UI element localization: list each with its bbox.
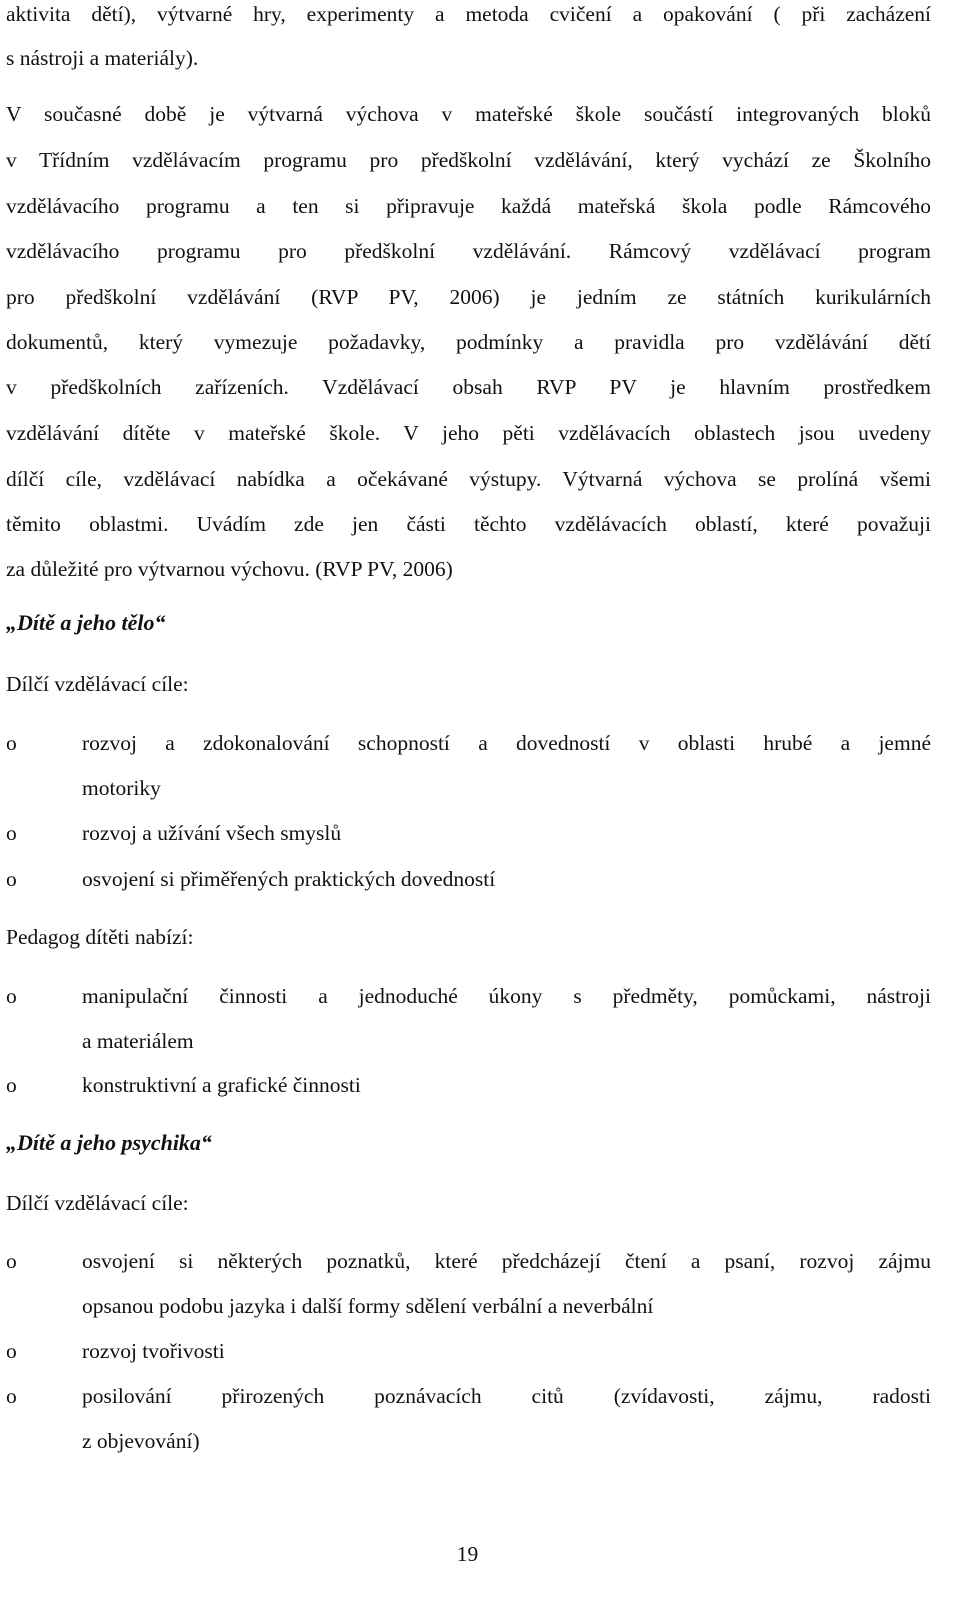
- bullet-marker: o: [6, 1384, 17, 1408]
- list-item: rozvoj a užívání všech smyslů: [82, 821, 342, 845]
- text-line: vzdělávacího programu pro předškolní vzdělávání. Rámcový vzdělávací program: [6, 239, 931, 263]
- bullet-marker: o: [6, 1249, 17, 1273]
- page-number: 19: [456, 1542, 479, 1566]
- list-item-continuation: opsanou podobu jazyka i další formy sdělení verbální a neverbální: [82, 1294, 654, 1318]
- list-item-continuation: z objevování): [82, 1429, 200, 1453]
- bullet-marker: o: [6, 731, 17, 755]
- subheading-goals: Dílčí vzdělávací cíle:: [6, 672, 189, 696]
- section-heading: „Dítě a jeho tělo“: [6, 610, 166, 635]
- list-item: osvojení si přiměřených praktických dovedností: [82, 867, 496, 891]
- text-line: těmito oblastmi. Uvádím zde jen části těchto vzdělávacích oblastí, které považuji: [6, 512, 931, 536]
- bullet-marker: o: [6, 984, 17, 1008]
- text-line: pro předškolní vzdělávání (RVP PV, 2006) je jedním ze státních kurikulárních: [6, 285, 931, 309]
- list-item: posilování přirozených poznávacích citů (zvídavosti, zájmu, radosti: [82, 1384, 931, 1408]
- bullet-marker: o: [6, 1339, 17, 1363]
- text-line: v předškolních zařízeních. Vzdělávací obsah RVP PV je hlavním prostředkem: [6, 375, 931, 399]
- text-line: vzdělávání dítěte v mateřské škole. V jeho pěti vzdělávacích oblastech jsou uvedeny: [6, 421, 931, 445]
- list-item: manipulační činnosti a jednoduché úkony s předměty, pomůckami, nástroji: [82, 984, 931, 1008]
- subheading-offer: Pedagog dítěti nabízí:: [6, 925, 194, 949]
- list-item: konstruktivní a grafické činnosti: [82, 1073, 361, 1097]
- list-item: rozvoj a zdokonalování schopností a dovedností v oblasti hrubé a jemné: [82, 731, 931, 755]
- text-line: za důležité pro výtvarnou výchovu. (RVP PV, 2006): [6, 557, 453, 581]
- list-item: osvojení si některých poznatků, které předcházejí čtení a psaní, rozvoj zájmu: [82, 1249, 931, 1273]
- bullet-marker: o: [6, 821, 17, 845]
- text-line: vzdělávacího programu a ten si připravuje každá mateřská škola podle Rámcového: [6, 194, 931, 218]
- text-line: V současné době je výtvarná výchova v mateřské škole součástí integrovaných bloků: [6, 102, 931, 126]
- text-line: aktivita dětí), výtvarné hry, experimenty a metoda cvičení a opakování ( při zacházení: [6, 2, 931, 26]
- subheading-goals: Dílčí vzdělávací cíle:: [6, 1191, 189, 1215]
- bullet-marker: o: [6, 1073, 17, 1097]
- text-line: dílčí cíle, vzdělávací nabídka a očekávané výstupy. Výtvarná výchova se prolíná všemi: [6, 467, 931, 491]
- list-item-continuation: motoriky: [82, 776, 161, 800]
- list-item: rozvoj tvořivosti: [82, 1339, 225, 1363]
- bullet-marker: o: [6, 867, 17, 891]
- text-line: v Třídním vzdělávacím programu pro předškolní vzdělávání, který vychází ze Školního: [6, 148, 931, 172]
- text-line: s nástroji a materiály).: [6, 46, 199, 70]
- text-line: dokumentů, který vymezuje požadavky, podmínky a pravidla pro vzdělávání dětí: [6, 330, 931, 354]
- section-heading: „Dítě a jeho psychika“: [6, 1130, 212, 1155]
- list-item-continuation: a materiálem: [82, 1029, 194, 1053]
